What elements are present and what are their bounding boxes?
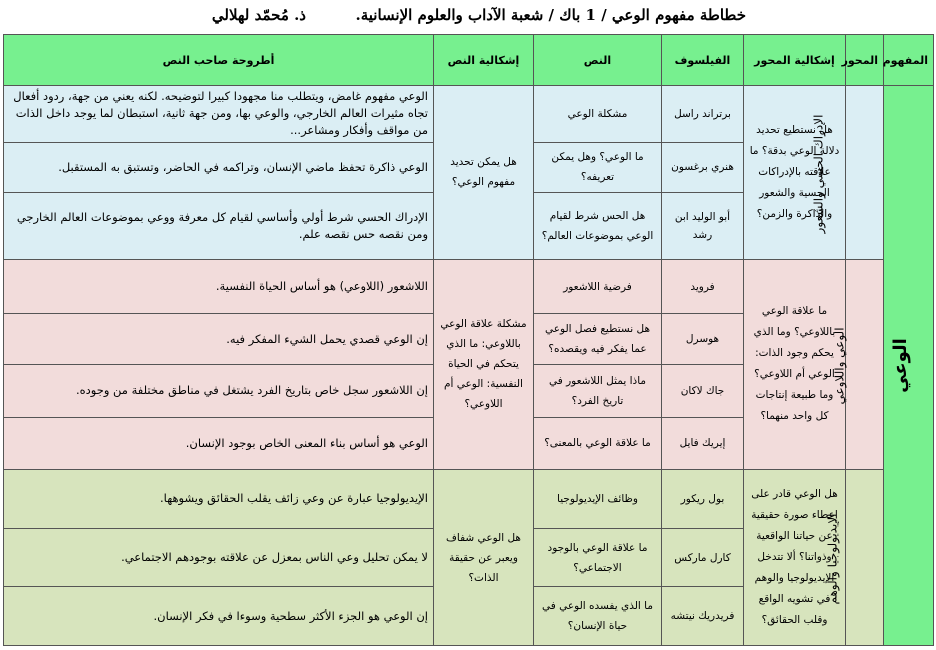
text-cell: هل نستطيع فصل الوعي عما يفكر فيه ويقصده؟ [534,314,662,365]
philosopher-cell: جاك لاكان [662,364,744,417]
col-header-axis: المحور [846,35,884,86]
text-cell: وظائف الإيديولوجيا [534,470,662,529]
axis-problem-cell: هل نستطيع تحديد دلالة الوعي بدقة؟ ما علاقته بالإدراكات الحسية والشعور والذاكرة والزمن؟ [744,86,846,260]
author-name: ذ. مُحمّد لهلالي [211,6,306,24]
axis-label: الوعي واللاوعي [832,327,847,405]
philosopher-cell: هنري برغسون [662,142,744,193]
table-row [4,86,934,143]
thesis-cell: اللاشعور (اللاوعي) هو أساس الحياة النفسية. [4,259,434,314]
thesis-cell: الوعي مفهوم غامض، ويتطلب منا مجهودا كبيرا لتوضيحه. لكنه يعني من جهة، ردود أفعال تجاه مثيرات العالم الخارجي، والوعي بها، ومن جهة ثانية، استبطان لما يوجد داخل الذات من مواقف وأفكار ومشاعر... [4,86,434,143]
philosopher-cell: فرويد [662,259,744,314]
thesis-cell: لا يمكن تحليل وعي الناس بمعزل عن علاقته بوجودهم الاجتماعي. [4,528,434,587]
text-cell: هل الحس شرط لقيام الوعي بموضوعات العالم؟ [534,193,662,260]
philosopher-cell: هوسرل [662,314,744,365]
text-problem-cell: هل الوعي شفاف ويعبر عن حقيقة الذات؟ [434,470,534,646]
text-cell: ما علاقة الوعي بالمعنى؟ [534,417,662,470]
thesis-cell: الوعي هو أساس بناء المعنى الخاص بوجود الإنسان. [4,417,434,470]
concept-cell [884,86,934,646]
concept-label: الوعي [890,338,912,393]
text-problem-cell: هل يمكن تحديد مفهوم الوعي؟ [434,86,534,260]
axis-label: الإيديولوجيا والوهم [825,513,840,605]
axis-cell [811,86,884,260]
header-row [4,35,934,86]
col-header-philosopher: الفيلسوف [662,35,744,86]
thesis-cell: إن الوعي قصدي يحمل الشيء المفكر فيه. [4,314,434,365]
philosopher-cell: كارل ماركس [662,528,744,587]
text-cell: مشكلة الوعي [534,86,662,143]
philosopher-cell: برتراند راسل [662,86,744,143]
col-header-concept: المفهوم [884,35,934,86]
col-header-thesis: أطروحة صاحب النص [4,35,434,86]
text-cell: ما الذي يفسده الوعي في حياة الإنسان؟ [534,587,662,646]
axis-label: الإدراك الحسي والشعور [811,114,826,234]
concept-table [3,34,934,646]
text-cell: فرضية اللاشعور [534,259,662,314]
axis-problem-cell: ما علاقة الوعي باللاوعي؟ وما الذي يحكم وجود الذات: الوعي أم اللاوعي؟ وما طبيعة إنتاجات كل واحد منهما؟ [744,259,846,469]
table-row [4,259,934,314]
text-problem-cell: مشكلة علاقة الوعي باللاوعي: ما الذي يتحكم في الحياة النفسية: الوعي أم اللاوعي؟ [434,259,534,469]
text-cell: ما علاقة الوعي بالوجود الاجتماعي؟ [534,528,662,587]
document-header [0,4,936,30]
text-cell: ماذا يمثل اللاشعور في تاريخ الفرد؟ [534,364,662,417]
thesis-cell: إن الوعي هو الجزء الأكثر سطحية وسوءا في فكر الإنسان. [4,587,434,646]
philosopher-cell: فريدريك نيتشه [662,587,744,646]
table-row [4,470,934,529]
thesis-cell: الإدراك الحسي شرط أولي وأساسي لقيام كل معرفة ووعي بموضوعات العالم الخارجي ومن نقصه حس نقصه علم. [4,193,434,260]
philosopher-cell: أبو الوليد ابن رشد [662,193,744,260]
axis-cell [825,470,884,646]
text-cell: ما الوعي؟ وهل يمكن تعريفه؟ [534,142,662,193]
thesis-cell: الوعي ذاكرة تحفظ ماضي الإنسان، وتراكمه في الحاضر، وتستبق به المستقبل. [4,142,434,193]
axis-problem-cell: هل الوعي قادر على إعطاء صورة حقيقية عن حياتنا الواقعية وذواتنا؟ ألا تتدخل الإيديولوجيا والوهم في تشويه الواقع وقلب الحقائق؟ [744,470,846,646]
thesis-cell: الإيديولوجيا عبارة عن وعي زائف يقلب الحقائق ويشوهها. [4,470,434,529]
document-title: خطاطة مفهوم الوعي / 1 باك / شعبة الآداب والعلوم الإنسانية. [355,6,746,24]
col-header-text-problem: إشكالية النص [434,35,534,86]
col-header-text: النص [534,35,662,86]
philosopher-cell: بول ريكور [662,470,744,529]
philosopher-cell: إيريك فايل [662,417,744,470]
col-header-axis-problem: إشكالية المحور [744,35,846,86]
thesis-cell: إن اللاشعور سجل خاص بتاريخ الفرد يشتغل في مناطق مختلفة من وجوده. [4,364,434,417]
